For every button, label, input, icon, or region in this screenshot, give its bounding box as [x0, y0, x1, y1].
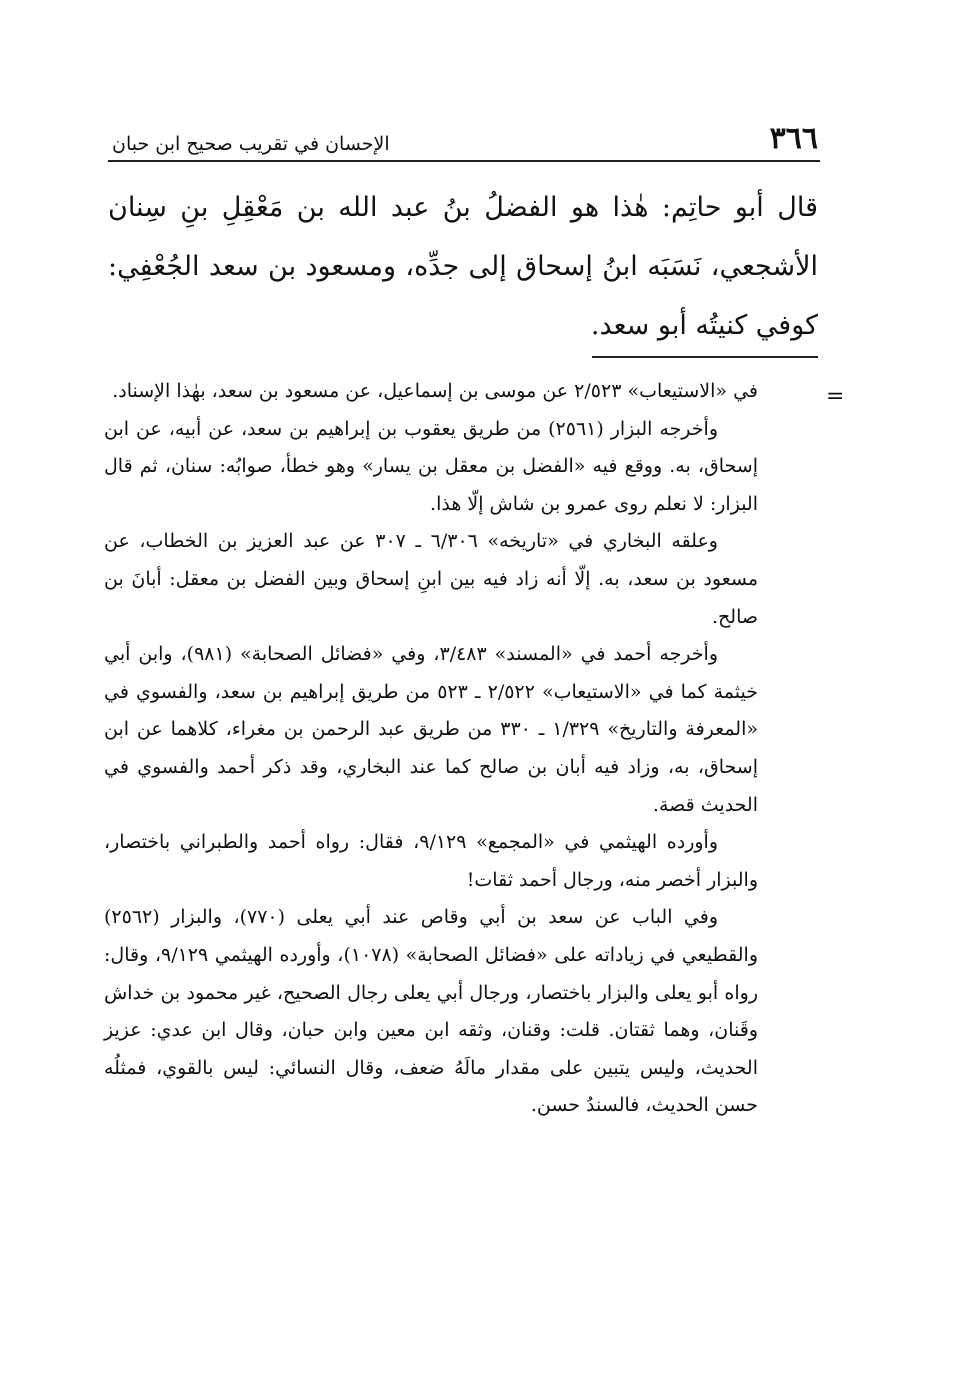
running-title: الإحسان في تقريب صحيح ابن حبان	[112, 133, 390, 155]
page-number: ٣٦٦	[769, 121, 818, 156]
footnote-paragraph: وأخرجه البزار (٢٥٦١) من طريق يعقوب بن إبراهيم بن سعد، عن أبيه، عن ابن إسحاق، به. ووقع فيه «الفضل بن معقل بن يسار» وهو خطأ، صوابُه: سنان، ثم قال البزار: لا نعلم روى عمرو بن شاش إلّا هذا.	[104, 417, 758, 515]
footnote-paragraph: وعلقه البخاري في «تاريخه» ٦/٣٠٦ ـ ٣٠٧ عن عبد العزيز بن الخطاب، عن مسعود بن سعد، به. إلّا أنه زاد فيه بين ابنِ إسحاق وبين الفضل بن معقل: أبانَ بن صالح.	[104, 530, 758, 628]
footnote-paragraph: في «الاستيعاب» ٢/٥٢٣ عن موسى بن إسماعيل، عن مسعود بن سعد، بهٰذا الإسناد.	[112, 380, 758, 402]
footnote-rule	[592, 356, 818, 358]
footnote-paragraph: وفي الباب عن سعد بن أبي وقاص عند أبي يعلى (٧٧٠)، والبزار (٢٥٦٢) والقطيعي في زياداته على «فضائل الصحابة» (١٠٧٨)، وأورده الهيثمي ٩/١٢٩، وقال: رواه أبو يعلى والبزار باختصار، ورجال أبي يعلى رجال الصحيح، غير محمود بن خداش وقَنان، وهما ثقتان. قلت: وقنان، وثقه ابن معين وابن حبان، وقال ابن عدي: عزيز الحديث، وليس يتبين على مقدار مالَهُ ضعف، وقال النسائي: ليس بالقوي، فمثلُه حسن الحديث، فالسندُ حسن.	[104, 906, 758, 1117]
footnotes	[104, 373, 758, 1125]
running-header	[112, 112, 818, 154]
footnote-paragraph: وأورده الهيثمي في «المجمع» ٩/١٢٩، فقال: رواه أحمد والطبراني باختصار، والبزار أخصر منه، ورجال أحمد ثقات!	[104, 831, 758, 891]
header-rule	[108, 160, 820, 162]
footnote-continued-mark: =	[826, 384, 845, 409]
footnote-paragraph: وأخرجه أحمد في «المسند» ٣/٤٨٣، وفي «فضائل الصحابة» (٩٨١)، وابن أبي خيثمة كما في «الاستيعاب» ٢/٥٢٢ ـ ٥٢٣ من طريق إبراهيم بن سعد، والفسوي في «المعرفة والتاريخ» ١/٣٢٩ ـ ٣٣٠ من طريق عبد الرحمن بن مغراء، كلاهما عن ابن إسحاق، به، وزاد فيه أبان بن صالح كما عند البخاري، وقد ذكر أحمد والفسوي في الحديث قصة.	[104, 643, 758, 816]
main-text: قال أبو حاتِم: هٰذا هو الفضلُ بنُ عبد الله بن مَعْقِلِ بنِ سِنان الأشجعي، نَسَبَه ابنُ إسحاق إلى جدِّه، ومسعود بن سعد الجُعْفِي: كوفي كنيتُه أبو سعد.	[108, 192, 818, 341]
